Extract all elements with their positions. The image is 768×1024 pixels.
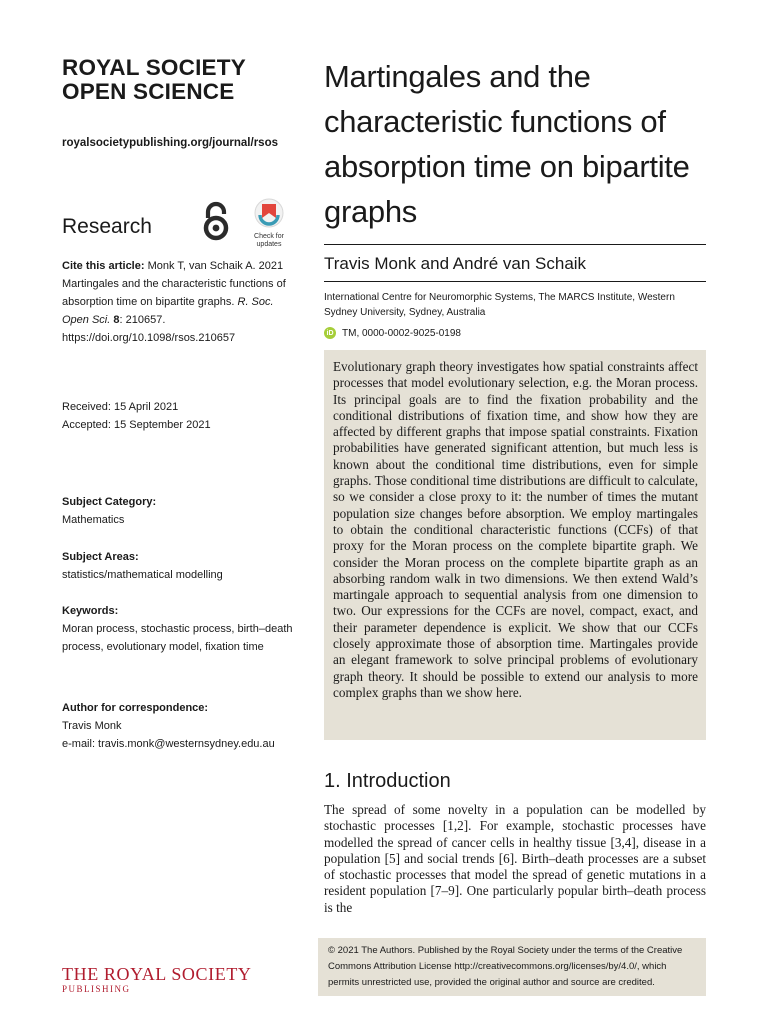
cite-label: Cite this article: — [62, 260, 145, 272]
received-date: Received: 15 April 2021 — [62, 401, 179, 413]
orcid-line[interactable] — [324, 327, 461, 339]
cite-doi-link[interactable]: https://doi.org/10.1098/rsos.210657 — [62, 332, 236, 344]
publisher-logo-line2: PUBLISHING — [62, 984, 131, 994]
cite-text: Monk T, van Schaik A. 2021 Martingales and the characteristic functions of absorption time on bipartite graphs. — [62, 260, 286, 308]
keywords-value: Moran process, stochastic process, birth–death process, evolutionary model, fixation time — [62, 623, 293, 653]
journal-logo — [62, 56, 246, 104]
publisher-logo-line1: THE ROYAL SOCIETY — [62, 964, 252, 984]
correspondence-email[interactable]: e-mail: travis.monk@westernsydney.edu.au — [62, 738, 275, 750]
abstract-box: Evolutionary graph theory investigates how spatial constraints affect processes that model evolutionary selection, e.g. the Moran process. Its principal goals are to find the fixation probability and the conditional distributions of fixation time, and show how they are affected by different graphs that impose spatial constraints. Fixation probabilities have generated significant attention, but much less is known about the conditional time distributions, even for simple graphs. Those conditional time distributions are difficult to calculate, so we consider a close proxy to it: the number of times the mutant population size changes before absorption. We employ martingales to obtain the conditional characteristic functions (CCFs) of that proxy for the Moran process on the complete bipartite graph. We consider the Moran process on the complete bipartite graph as an absorbing random walk in two dimensions. We then extend Wald’s martingale approach to sequential analysis from one dimension to two. Our expressions for the CCFs are novel, compact, exact, and their parameter dependence is explicit. We show that our CCFs closely approximate those of absorption time. Martingales provide an elegant framework to solve principal problems of evolutionary graph theory. It should be possible to extend our analysis to more complex graphs than we show here. — [324, 350, 706, 740]
subject-category-label: Subject Category: — [62, 496, 157, 508]
orcid-text: TM, 0000-0002-9025-0198 — [342, 327, 461, 339]
keywords-label: Keywords: — [62, 605, 119, 617]
subject-areas — [62, 548, 294, 584]
subject-category — [62, 493, 294, 529]
cite-article: : 210657. — [119, 314, 166, 326]
license-notice: © 2021 The Authors. Published by the Royal Society under the terms of the Creative Commons Attribution License http://creativecommons.org/licenses/by/4.0/, which permits unrestricted use, provided the original author and source are credited. — [318, 938, 706, 996]
introduction-heading: 1. Introduction — [324, 770, 451, 792]
cite-volume: 8 — [113, 314, 120, 326]
publisher-logo — [62, 964, 252, 994]
accepted-date: Accepted: 15 September 2021 — [62, 419, 211, 431]
journal-url[interactable]: royalsocietypublishing.org/journal/rsos — [62, 137, 278, 149]
check-badge-line2: updates — [256, 241, 282, 248]
author-affiliation: International Centre for Neuromorphic Systems, The MARCS Institute, Western Sydney University, Sydney, Australia — [324, 292, 675, 318]
title-divider — [324, 244, 706, 245]
article-authors: Travis Monk and André van Schaik — [324, 254, 587, 273]
introduction-body: The spread of some novelty in a population can be modelled by stochastic processes [1,2]. For example, stochastic processes have modelled the spread of cancer cells in healthy tissue [3,4], disease in a population [5] and social trends [6]. Birth–death processes are a subset of stochastic processes that model the spread of genetic mutations in a resident population [7–9]. One particularly popular birth–death process is the — [324, 802, 706, 915]
journal-logo-line2: OPEN SCIENCE — [62, 79, 235, 104]
subject-areas-value: statistics/mathematical modelling — [62, 569, 223, 581]
author-correspondence — [62, 699, 302, 753]
section-label: Research — [62, 215, 152, 238]
keywords — [62, 602, 302, 656]
correspondence-name: Travis Monk — [62, 720, 122, 732]
crossmark-icon — [247, 198, 291, 233]
check-for-updates-badge[interactable] — [247, 198, 291, 249]
article-dates — [62, 398, 294, 434]
open-access-lock-icon — [200, 201, 232, 241]
check-badge-line1: Check for — [254, 233, 284, 240]
article-title: Martingales and the characteristic functions of absorption time on bipartite graphs — [324, 59, 690, 229]
subject-category-value: Mathematics — [62, 514, 125, 526]
authors-divider — [324, 281, 706, 282]
orcid-icon: iD — [324, 327, 336, 339]
cite-journal: R. Soc. Open Sci. — [62, 296, 274, 326]
correspondence-label: Author for correspondence: — [62, 702, 209, 714]
journal-logo-line1: ROYAL SOCIETY — [62, 55, 246, 80]
subject-areas-label: Subject Areas: — [62, 551, 139, 563]
citation-block — [62, 257, 294, 347]
